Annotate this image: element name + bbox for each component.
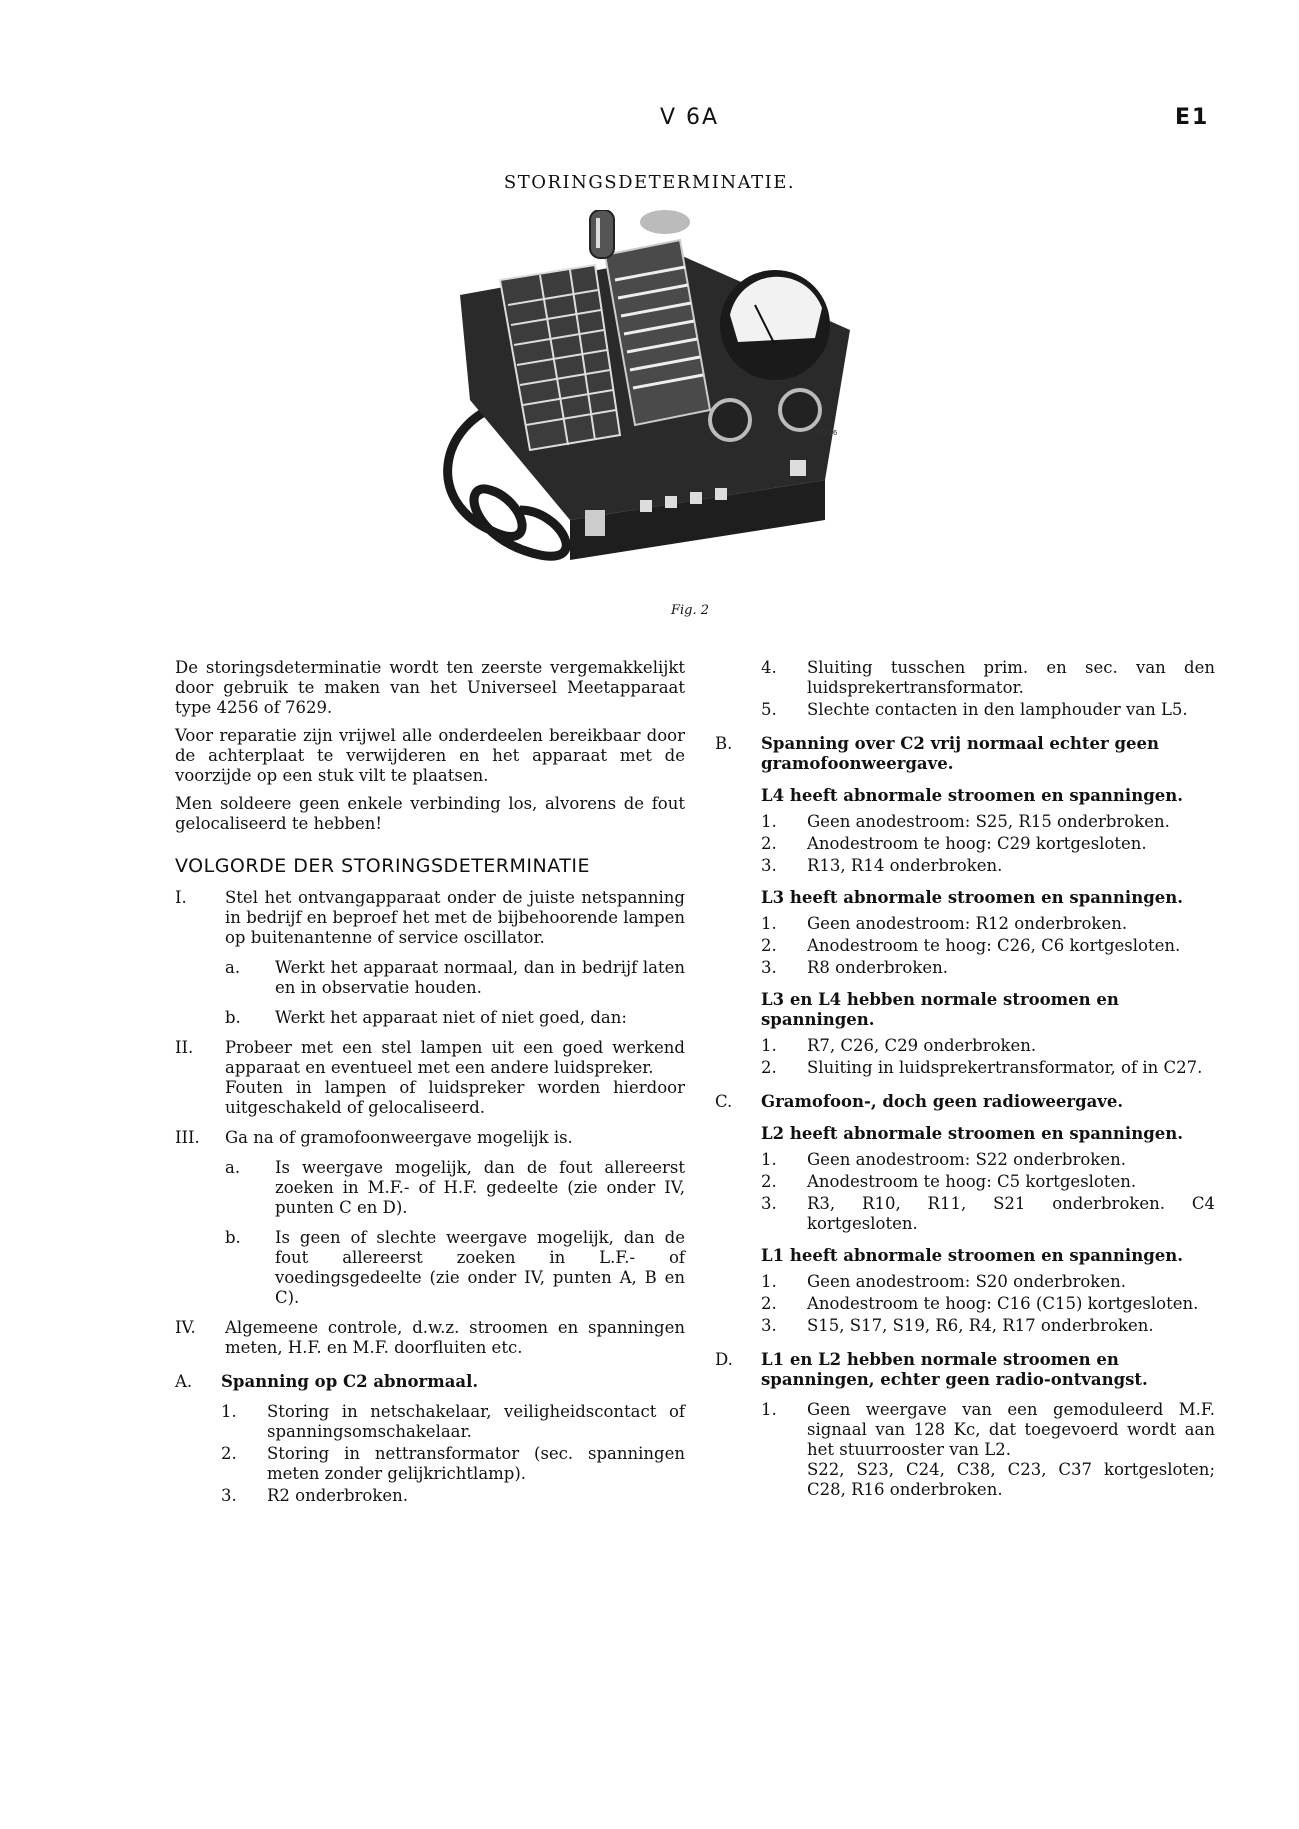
numbered-item: [761, 856, 1215, 876]
step-text: Probeer met een stel lampen uit een goed werkend apparaat en eventueel met een andere luidspreker.: [225, 1038, 685, 1077]
sub-item: [225, 1158, 685, 1218]
numbered-item: [761, 1400, 1215, 1500]
num-mark: 1.: [221, 1402, 237, 1421]
right-column: [715, 658, 1215, 1502]
step-item: [175, 1318, 685, 1358]
num-text: R13, R14 onderbroken.: [807, 856, 1003, 875]
numbered-item: [221, 1402, 685, 1442]
numbered-item: [761, 1272, 1215, 1292]
sub-mark: b.: [225, 1008, 241, 1027]
num-text: Sluiting in luidsprekertransformator, of in C27.: [807, 1058, 1203, 1077]
figure-caption: Fig. 2: [670, 603, 710, 618]
sub-mark: a.: [225, 958, 241, 977]
num-mark: 1.: [761, 1036, 777, 1055]
num-mark: 3.: [761, 958, 777, 977]
section-text: Spanning op C2 abnormaal.: [221, 1372, 479, 1391]
section-text: Spanning over C2 vrij normaal echter geen gramofoonweergave.: [761, 734, 1160, 773]
sub-text: Is geen of slechte weergave mogelijk, dan de fout allereerst zoeken in L.F.- of voedingsgedeelte (zie onder IV, punten A, B en C).: [275, 1228, 685, 1307]
numbered-item: [221, 1444, 685, 1484]
sub-mark: a.: [225, 1158, 241, 1177]
num-text: Anodestroom te hoog: C26, C6 kortgesloten.: [807, 936, 1181, 955]
step-mark: III.: [175, 1128, 200, 1147]
subheading: L1 heeft abnormale stroomen en spanningen.: [761, 1246, 1183, 1265]
num-mark: 3.: [761, 856, 777, 875]
num-mark: 3.: [221, 1486, 237, 1505]
sub-text: Werkt het apparaat niet of niet goed, dan:: [275, 1008, 627, 1027]
numbered-item: [761, 1294, 1215, 1314]
num-text: Storing in netschakelaar, veiligheidscontact of spanningsomschakelaar.: [267, 1402, 685, 1441]
numbered-item: [761, 1058, 1215, 1078]
subheading: L3 heeft abnormale stroomen en spanningen.: [761, 888, 1183, 907]
num-mark: 2.: [221, 1444, 237, 1463]
intro-paragraph: Men soldeere geen enkele verbinding los, alvorens de fout gelocaliseerd te hebben!: [175, 794, 685, 833]
num-text: Geen anodestroom: S22 onderbroken.: [807, 1150, 1126, 1169]
sub-mark: b.: [225, 1228, 241, 1247]
num-text: Geen anodestroom: S20 onderbroken.: [807, 1272, 1126, 1291]
step-item: [175, 1038, 685, 1118]
num-text: Anodestroom te hoog: C16 (C15) kortgesloten.: [807, 1294, 1199, 1313]
numbered-item: [761, 914, 1215, 934]
numbered-item: [761, 1150, 1215, 1170]
step-mark: I.: [175, 888, 187, 907]
num-text: R8 onderbroken.: [807, 958, 948, 977]
section-text: Gramofoon-, doch geen radioweergave.: [761, 1092, 1124, 1111]
page-code: E1: [1175, 105, 1210, 130]
num-mark: 2.: [761, 936, 777, 955]
sub-item: [225, 958, 685, 998]
num-mark: 1.: [761, 1150, 777, 1169]
figure-photo-code: 61936: [815, 429, 838, 437]
num-text: R2 onderbroken.: [267, 1486, 408, 1505]
model-code: V 6A: [660, 105, 720, 130]
subheading: L2 heeft abnormale stroomen en spanningen.: [761, 1124, 1183, 1143]
intro-paragraph: Voor reparatie zijn vrijwel alle onderdeelen bereikbaar door de achterplaat te verwijderen en het apparaat met de voorzijde op een stuk vilt te plaatsen.: [175, 726, 685, 785]
num-text: Geen anodestroom: R12 onderbroken.: [807, 914, 1128, 933]
num-text: Anodestroom te hoog: C5 kortgesloten.: [807, 1172, 1137, 1191]
num-mark: 2.: [761, 834, 777, 853]
num-text: Storing in nettransformator (sec. spanningen meten zonder gelijkrichtlamp).: [267, 1444, 685, 1483]
page-title: STORINGSDETERMINATIE.: [503, 172, 796, 193]
section-mark: D.: [715, 1350, 733, 1369]
numbered-item: [761, 1194, 1215, 1234]
num-text: S15, S17, S19, R6, R4, R17 onderbroken.: [807, 1316, 1154, 1335]
step-mark: II.: [175, 1038, 194, 1057]
intro-paragraph: De storingsdeterminatie wordt ten zeerste vergemakkelijkt door gebruik te maken van het Universeel Meetapparaat type 4256 of 7629.: [175, 658, 685, 717]
num-text: Sluiting tusschen prim. en sec. van den luidsprekertransformator.: [807, 658, 1215, 697]
section-c-title: [715, 1092, 1215, 1112]
num-mark: 4.: [761, 658, 777, 677]
numbered-item: [761, 834, 1215, 854]
section-text: L1 en L2 hebben normale stroomen en spanningen, echter geen radio-ontvangst.: [761, 1350, 1148, 1389]
numbered-item: [221, 1486, 685, 1506]
section-d-title: [715, 1350, 1215, 1390]
num-text: Slechte contacten in den lamphouder van L5.: [807, 700, 1188, 719]
section-mark: A.: [175, 1372, 193, 1391]
step-mark: IV.: [175, 1318, 196, 1337]
num-mark: 2.: [761, 1294, 777, 1313]
step-text: Ga na of gramofoonweergave mogelijk is.: [225, 1128, 573, 1147]
num-text: S22, S23, C24, C38, C23, C37 kortgesloten; C28, R16 onderbroken.: [807, 1460, 1215, 1499]
num-text: Geen anodestroom: S25, R15 onderbroken.: [807, 812, 1170, 831]
sub-text: Werkt het apparaat normaal, dan in bedrijf laten en in observatie houden.: [275, 958, 685, 997]
step-item: [175, 1128, 685, 1148]
figure-photo: [430, 210, 970, 595]
section-mark: C.: [715, 1092, 733, 1111]
step-text: Stel het ontvangapparaat onder de juiste netspanning in bedrijf en beproef het met de bijbehoorende lampen op buitenantenne of service oscillator.: [225, 888, 685, 947]
numbered-item: [761, 1316, 1215, 1336]
step-item: [175, 888, 685, 948]
section-a-title: [175, 1372, 685, 1392]
num-mark: 1.: [761, 1400, 777, 1419]
num-mark: 1.: [761, 1272, 777, 1291]
num-mark: 3.: [761, 1316, 777, 1335]
sub-text: Is weergave mogelijk, dan de fout allereerst zoeken in M.F.- of H.F. gedeelte (zie onder IV, punten C en D).: [275, 1158, 685, 1217]
num-mark: 1.: [761, 812, 777, 831]
num-text: Geen weergave van een gemoduleerd M.F. signaal van 128 Kc, dat toegevoerd wordt aan het stuurrooster van L2.: [807, 1400, 1215, 1459]
sub-item: [225, 1008, 685, 1028]
section-heading: VOLGORDE DER STORINGSDETERMINATIE: [175, 855, 590, 877]
numbered-item: [761, 936, 1215, 956]
sub-item: [225, 1228, 685, 1308]
numbered-item: [761, 1036, 1215, 1056]
numbered-item: [761, 658, 1215, 698]
num-text: R7, C26, C29 onderbroken.: [807, 1036, 1037, 1055]
section-mark: B.: [715, 734, 733, 753]
num-mark: 5.: [761, 700, 777, 719]
num-text: R3, R10, R11, S21 onderbroken. C4 kortgesloten.: [807, 1194, 1215, 1233]
left-column: [175, 658, 685, 1508]
num-text: Anodestroom te hoog: C29 kortgesloten.: [807, 834, 1147, 853]
numbered-item: [761, 700, 1215, 720]
step-text: Fouten in lampen of luidspreker worden hierdoor uitgeschakeld of gelocaliseerd.: [225, 1078, 685, 1117]
numbered-item: [761, 1172, 1215, 1192]
step-text: Algemeene controle, d.w.z. stroomen en spanningen meten, H.F. en M.F. doorfluiten etc.: [225, 1318, 685, 1357]
num-mark: 1.: [761, 914, 777, 933]
section-b-title: [715, 734, 1215, 774]
num-mark: 2.: [761, 1172, 777, 1191]
num-mark: 2.: [761, 1058, 777, 1077]
subheading: L3 en L4 hebben normale stroomen en spanningen.: [761, 990, 1119, 1029]
numbered-item: [761, 812, 1215, 832]
numbered-item: [761, 958, 1215, 978]
subheading: L4 heeft abnormale stroomen en spanningen.: [761, 786, 1183, 805]
num-mark: 3.: [761, 1194, 777, 1213]
